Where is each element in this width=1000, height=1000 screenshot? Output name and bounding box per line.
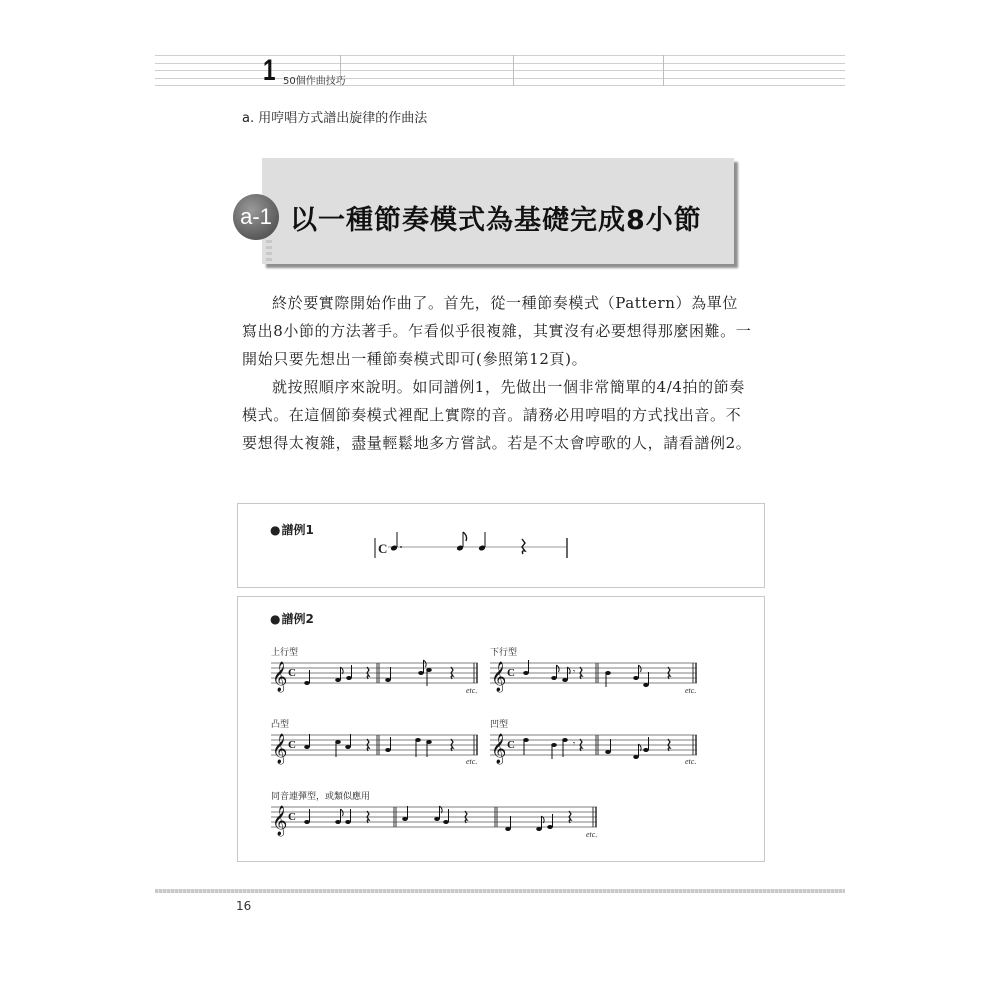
paragraph: 就按照順序來說明。如同譜例1，先做出一個非常簡單的4/4拍的節奏模式。在這個節奏模式裡配上實際的音。請務必用哼唱的方式找出音。不要想得太複雜，盡量輕鬆地多方嘗試。若是不太會哼歌的人，請看譜例2。 <box>242 378 752 452</box>
staff-line <box>155 63 845 64</box>
svg-text:C: C <box>288 739 296 751</box>
section-heading: a. 用哼唱方式譜出旋律的作曲法 <box>242 111 428 126</box>
staff-line <box>155 55 845 56</box>
svg-text:𝄞: 𝄞 <box>491 734 507 764</box>
paragraph: 終於要實際開始作曲了。首先，從一種節奏模式（Pattern）為單位寫出8小節的方法著手。乍看似乎很複雜，其實沒有必要想得那麼困難。一開始只要先想出一種節奏模式即可(參照第12頁)。 <box>242 294 752 368</box>
page-number: 16 <box>236 899 252 913</box>
svg-text:𝄞: 𝄞 <box>272 734 288 764</box>
etc-text: etc. <box>466 686 478 695</box>
svg-text:C: C <box>507 739 515 751</box>
example-2-label: ● 譜例2 <box>270 610 314 627</box>
svg-text:𝄞: 𝄞 <box>272 662 288 692</box>
svg-text:𝄞: 𝄞 <box>272 806 288 836</box>
body-text <box>242 289 752 457</box>
staff-repeated-notes <box>271 801 601 837</box>
svg-text:C: C <box>288 667 296 679</box>
svg-text:𝄾: 𝄾 <box>573 739 576 748</box>
staff-ascending <box>271 657 481 693</box>
rhythm-notation <box>368 524 588 564</box>
etc-text: etc. <box>586 830 598 839</box>
pattern-name-ascending: 上行型 <box>271 648 299 658</box>
pattern-name-concave: 凹型 <box>490 720 509 730</box>
etc-text: etc. <box>685 757 697 766</box>
staff-barline <box>513 55 514 86</box>
banner-title: 以一種節奏模式為基礎完成8小節 <box>290 205 702 236</box>
footer-rule <box>155 889 845 893</box>
svg-text:C: C <box>378 541 388 556</box>
etc-text: etc. <box>466 757 478 766</box>
staff-line <box>155 85 845 86</box>
svg-text:C: C <box>288 811 296 823</box>
pattern-name-descending: 下行型 <box>490 648 518 658</box>
staff-concave <box>490 729 700 765</box>
etc-text: etc. <box>685 686 697 695</box>
staff-convex <box>271 729 481 765</box>
example-1-label: ● 譜例1 <box>270 521 314 538</box>
example-2-box <box>237 596 765 862</box>
chapter-title: 50個作曲技巧 <box>283 76 346 87</box>
staff-barline <box>663 55 664 86</box>
banner-dots-decoration <box>266 240 272 264</box>
example-1-box <box>237 503 765 588</box>
section-badge: a-1 <box>233 194 279 240</box>
staff-descending <box>490 657 700 693</box>
staff-line <box>155 70 845 71</box>
svg-text:𝄾: 𝄾 <box>573 667 576 676</box>
chapter-number: 1 <box>263 54 276 87</box>
pattern-name-convex: 凸型 <box>271 720 290 730</box>
svg-text:𝄞: 𝄞 <box>491 662 507 692</box>
pattern-name-repeated-notes: 同音連彈型，或類似應用 <box>271 792 371 802</box>
svg-text:C: C <box>507 667 515 679</box>
staff-line <box>155 78 845 79</box>
